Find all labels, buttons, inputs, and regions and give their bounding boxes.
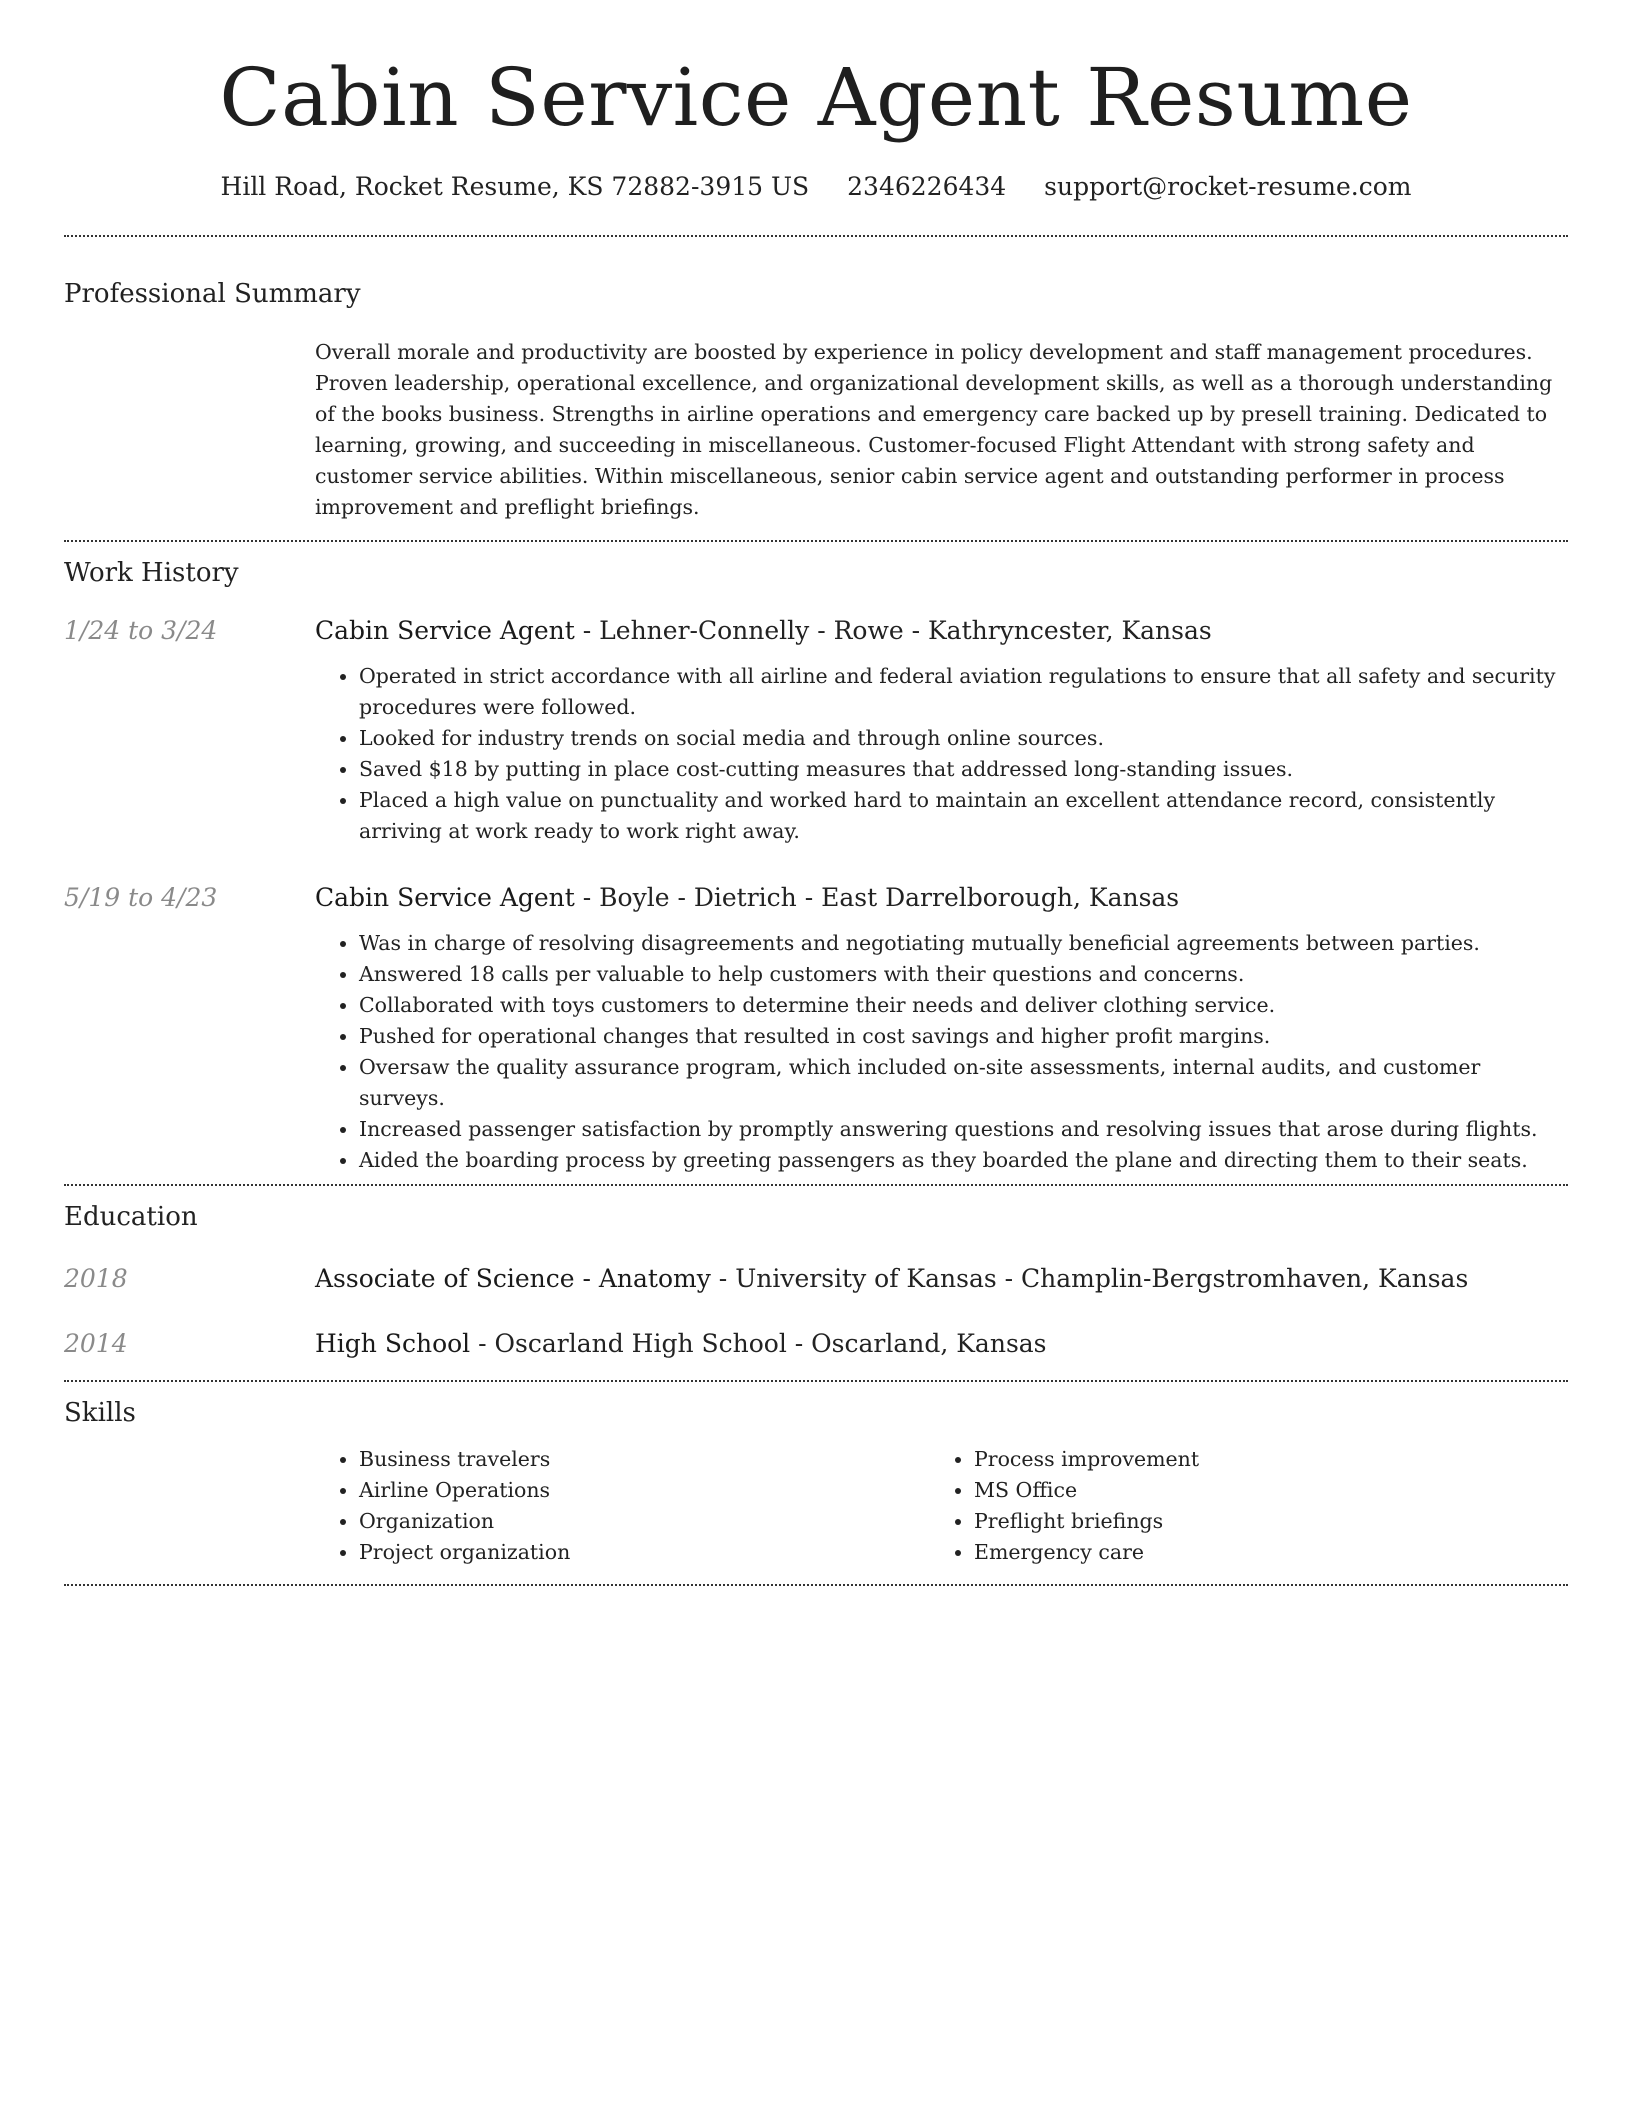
job-details: - Lehner-Connelly - Rowe - Kathryncester, Kansas <box>574 616 1212 645</box>
job-title: Cabin Service Agent <box>315 883 575 912</box>
skill-item: • Project organization <box>359 1537 930 1568</box>
job-bullet: • Placed a high value on punctuality and worked hard to maintain an excellent attendance record, consistently arriving at work ready to work right away. <box>359 785 1568 847</box>
header-divider <box>64 235 1568 237</box>
job-entry <box>64 616 1568 847</box>
job-entry <box>64 883 1568 1176</box>
skill-item: • Airline Operations <box>359 1475 930 1506</box>
skills-section <box>64 1382 1568 1568</box>
job-body <box>315 883 1568 1176</box>
job-heading <box>315 616 1568 645</box>
job-dates: 5/19 to 4/23 <box>64 883 218 912</box>
job-bullets <box>315 928 1568 1176</box>
skills-list <box>315 1444 930 1568</box>
education-heading-line <box>315 1264 1568 1293</box>
job-bullet: • Answered 18 calls per valuable to help customers with their questions and concerns. <box>359 959 1568 990</box>
education-heading: Education <box>64 1202 198 1232</box>
skills-column-left <box>315 1444 930 1568</box>
skills-divider <box>64 1584 1568 1586</box>
job-bullet: • Operated in strict accordance with all airline and federal aviation regulations to ensure that all safety and security procedures were followed. <box>359 661 1568 723</box>
job-bullet: • Oversaw the quality assurance program, which included on-site assessments, internal audits, and customer surveys. <box>359 1052 1568 1114</box>
education-heading-line <box>315 1329 1568 1358</box>
job-bullet: • Saved $18 by putting in place cost-cutting measures that addressed long-standing issues. <box>359 754 1568 785</box>
job-bullet: • Collaborated with toys customers to determine their needs and deliver clothing service. <box>359 990 1568 1021</box>
job-dates: 1/24 to 3/24 <box>64 616 218 645</box>
education-degree: High School <box>315 1329 471 1358</box>
job-heading <box>315 883 1568 912</box>
work-history-section <box>64 542 1568 1176</box>
skill-item: • Organization <box>359 1506 930 1537</box>
work-history-heading: Work History <box>64 558 239 588</box>
job-bullet: • Looked for industry trends on social media and through online sources. <box>359 723 1568 754</box>
summary-heading: Professional Summary <box>64 279 361 309</box>
job-bullet: • Aided the boarding process by greeting passengers as they boarded the plane and directing them to their seats. <box>359 1145 1568 1176</box>
resume-title: Cabin Service Agent Resume <box>219 51 1413 144</box>
job-bullet: • Pushed for operational changes that resulted in cost savings and higher profit margins. <box>359 1021 1568 1052</box>
skill-item: • MS Office <box>974 1475 1545 1506</box>
skills-list <box>930 1444 1545 1568</box>
contact-address: Hill Road, Rocket Resume, KS 72882-3915 US <box>220 172 810 201</box>
contact-email[interactable]: support@rocket-resume.com <box>1044 172 1412 201</box>
skills-columns <box>315 1444 1568 1568</box>
skills-column-right <box>930 1444 1545 1568</box>
job-bullet: • Was in charge of resolving disagreements and negotiating mutually beneficial agreements between parties. <box>359 928 1568 959</box>
resume-page <box>64 0 1568 1586</box>
education-details: - University of Kansas - Champlin-Bergstromhaven, Kansas <box>710 1264 1469 1293</box>
job-title: Cabin Service Agent <box>315 616 575 645</box>
skill-item: • Business travelers <box>359 1444 930 1475</box>
skill-item: • Emergency care <box>974 1537 1545 1568</box>
education-details: - Oscarland High School - Oscarland, Kansas <box>470 1329 1047 1358</box>
contact-phone: 2346226434 <box>847 172 1007 201</box>
summary-text: Overall morale and productivity are boosted by experience in policy development and staff management procedures. Proven leadership, operational excellence, and organizational development skills, as well as a thorough understanding of the books business. Strengths in airline operations and emergency care backed up by presell training. Dedicated to learning, growing, and succeeding in miscellaneous. Customer-focused Flight Attendant with strong safety and customer service abilities. Within miscellaneous, senior cabin service agent and outstanding performer in process improvement and preflight briefings. <box>315 340 1553 519</box>
education-year: 2014 <box>64 1329 128 1358</box>
job-body <box>315 616 1568 847</box>
contact-line <box>64 172 1568 201</box>
education-entry <box>64 1264 1568 1293</box>
education-entry <box>64 1329 1568 1358</box>
skills-heading: Skills <box>64 1398 136 1428</box>
skill-item: • Process improvement <box>974 1444 1545 1475</box>
education-year: 2018 <box>64 1264 128 1293</box>
job-bullets <box>315 661 1568 847</box>
job-details: - Boyle - Dietrich - East Darrelborough, Kansas <box>574 883 1180 912</box>
job-bullet: • Increased passenger satisfaction by promptly answering questions and resolving issues that arose during flights. <box>359 1114 1568 1145</box>
education-degree: Associate of Science - Anatomy <box>315 1264 711 1293</box>
skill-item: • Preflight briefings <box>974 1506 1545 1537</box>
education-section <box>64 1186 1568 1358</box>
